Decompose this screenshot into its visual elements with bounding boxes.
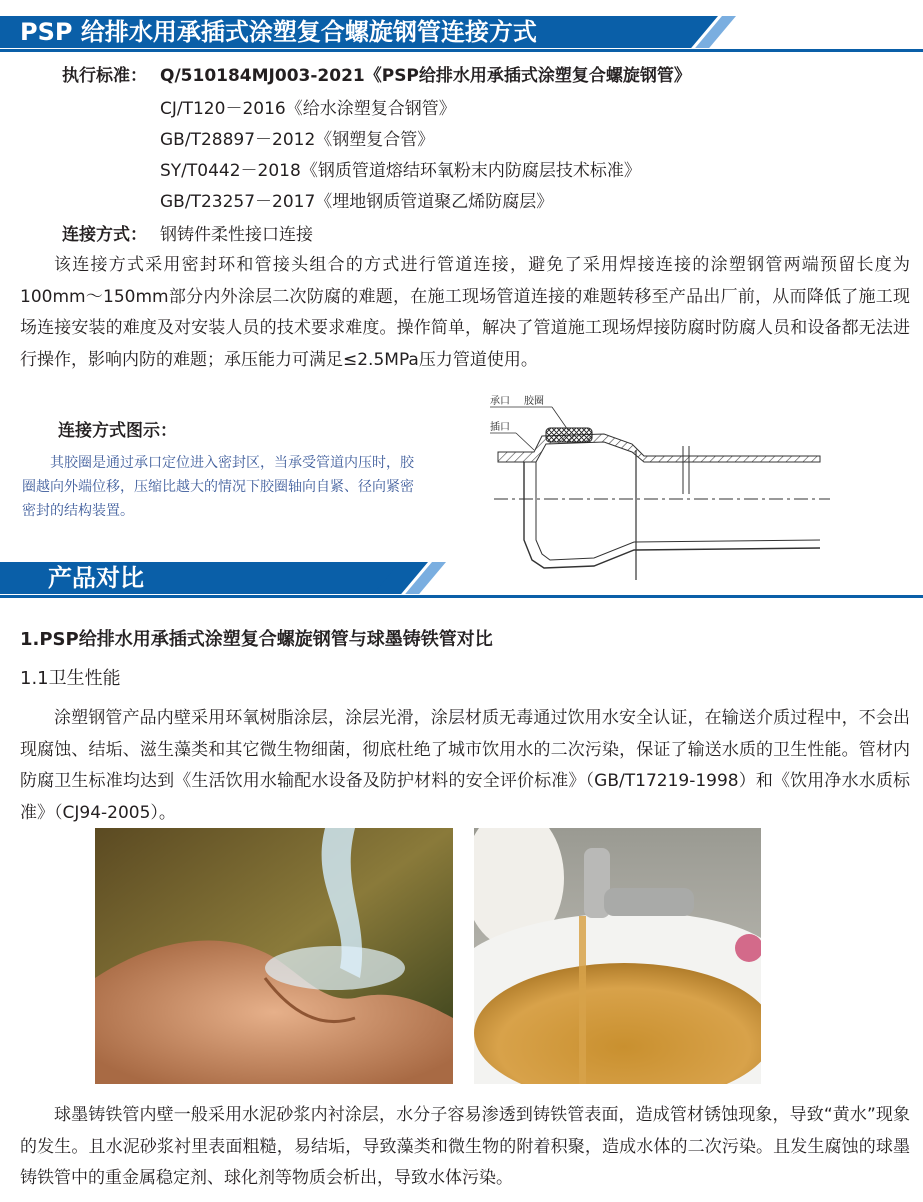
standard-item: GB/T23257－2017《埋地钢质管道聚乙烯防腐层》	[160, 192, 554, 212]
ductile-iron-paragraph: 球墨铸铁管内壁一般采用水泥砂浆内衬涂层，水分子容易渗透到铸铁管表面，造成管材锈蚀现象，导致“黄水”现象的发生。且水泥砂浆衬里表面粗糙，易结垢，导致藻类和微生物的附着积聚，造成水体的二次污染。且发生腐蚀的球墨铸铁管中的重金属稳定剂、球化剂等物质会析出，导致水体污染。	[20, 1105, 910, 1188]
section-banner	[0, 562, 923, 594]
connection-label: 连接方式：	[62, 225, 147, 245]
label-spigot: 插口	[490, 422, 510, 433]
clean-water-photo	[95, 828, 453, 1084]
connection-value: 钢铸件柔性接口连接	[160, 225, 313, 245]
standard-item: Q/510184MJ003-2021《PSP给排水用承插式涂塑复合螺旋钢管》	[160, 66, 691, 86]
standards-label: 执行标准：	[62, 66, 147, 86]
diagram-description: 其胶圈是通过承口定位进入密封区，当承受管道内压时，胶圈越向外端位移，压缩比越大的情况下胶圈轴向自紧、径向紧密密封的结构装置。	[22, 455, 414, 519]
hygiene-paragraph: 涂塑钢管产品内壁采用环氧树脂涂层，涂层光滑，涂层材质无毒通过饮用水安全认证，在输送介质过程中，不会出现腐蚀、结垢、滋生藻类和其它微生物细菌，彻底杜绝了城市饮用水的二次污染，保证了输送水质的卫生性能。管材内防腐卫生标准均达到《生活饮用水输配水设备及防护材料的安全评价标准》（GB/T17219-1998）和《饮用净水水质标准》（CJ94-2005）。	[20, 708, 910, 823]
section-heading: 1.PSP给排水用承插式涂塑复合螺旋钢管与球墨铸铁管对比	[20, 629, 493, 650]
standard-item: CJ/T120－2016《给水涂塑复合钢管》	[160, 99, 456, 119]
section-banner	[0, 16, 923, 48]
banner-title: PSP 给排水用承插式涂塑复合螺旋钢管连接方式	[20, 18, 537, 46]
section-subheading: 1.1卫生性能	[20, 668, 121, 689]
label-ring: 胶圈	[524, 396, 544, 407]
diagram-title: 连接方式图示：	[58, 421, 177, 441]
label-socket: 承口	[490, 396, 510, 407]
connection-paragraph: 该连接方式采用密封环和管接头组合的方式进行管道连接，避免了采用焊接连接的涂塑钢管两端预留长度为100mm～150mm部分内外涂层二次防腐的难题，在施工现场管道连接的难题转移至产品出厂前，从而降低了施工现场连接安装的难度及对安装人员的技术要求难度。操作简单，解决了管道施工现场焊接防腐时防腐人员和设备都无法进行操作，影响内防的难题；承压能力可满足≤2.5MPa压力管道使用。	[20, 255, 910, 370]
standard-item: GB/T28897－2012《钢塑复合管》	[160, 130, 435, 150]
joint-diagram	[484, 390, 836, 580]
standard-item: SY/T0442－2018《钢质管道熔结环氧粉末内防腐层技术标准》	[160, 161, 641, 181]
banner-title: 产品对比	[48, 564, 144, 592]
yellow-water-photo	[474, 828, 761, 1084]
